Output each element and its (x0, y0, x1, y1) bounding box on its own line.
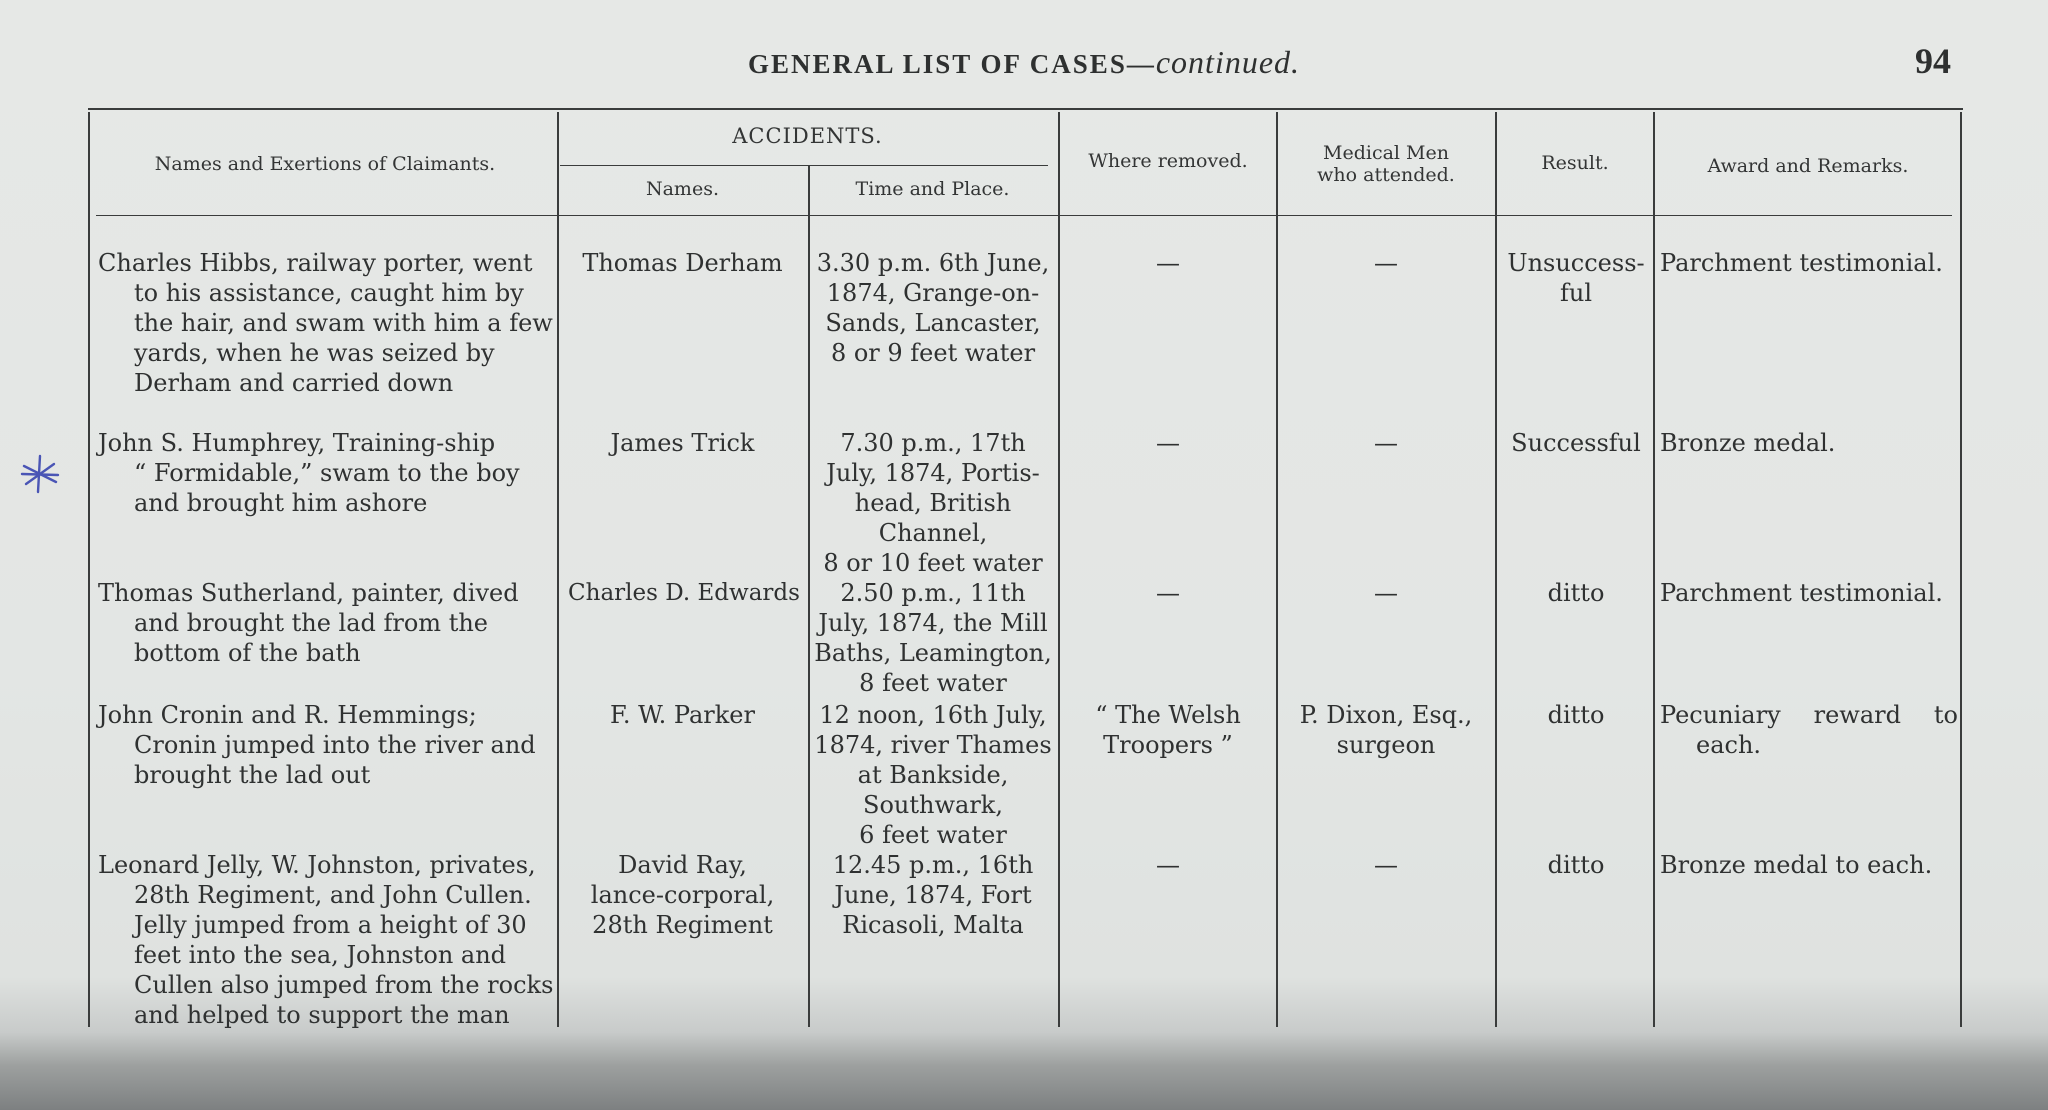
table-row-time-place (808, 578, 1058, 698)
result-line: Unsuccess- (1507, 249, 1645, 277)
header-time-place: Time and Place. (855, 178, 1010, 200)
claim-line: Charles Hibbs, railway porter, went (98, 249, 533, 277)
table-row-award: Parchment testimonial. (1660, 249, 1943, 277)
col-rule (1058, 112, 1060, 1027)
claim-line: Cullen also jumped from the rocks (134, 971, 554, 999)
table-row-result: ditto (1547, 579, 1605, 607)
table-row-claimant (98, 428, 554, 518)
header-where-removed: Where removed. (1088, 150, 1248, 172)
table-row-claimant (98, 850, 554, 1030)
table-row-award: Bronze medal. (1660, 429, 1836, 457)
time-line: July, 1874, Portis- (826, 459, 1040, 487)
header-bottom-rule (96, 215, 1952, 216)
claim-line: brought the lad out (134, 761, 371, 789)
claim-line: “ Formidable,” swam to the boy (134, 459, 520, 487)
table-row-award: Bronze medal to each. (1660, 851, 1933, 879)
time-line: June, 1874, Fort (834, 881, 1032, 909)
claim-line: and brought him ashore (134, 489, 428, 517)
table-row-claimant (98, 700, 554, 790)
time-line: 8 feet water (859, 669, 1007, 697)
header-accidents: ACCIDENTS. (732, 124, 883, 148)
time-line: 7.30 p.m., 17th (840, 429, 1026, 457)
claim-line: Derham and carried down (134, 369, 454, 397)
table-row-time-place (808, 700, 1058, 850)
col-rule (1276, 112, 1278, 1027)
col-rule (1495, 112, 1497, 1027)
asterisk-pen-mark-icon (18, 452, 62, 496)
name-line: lance-corporal, (590, 881, 775, 909)
page-title (0, 44, 2048, 81)
where-line: “ The Welsh (1095, 701, 1241, 729)
table-row-time-place (808, 850, 1058, 940)
accidents-sub-rule (560, 165, 1048, 166)
col-rule (88, 112, 90, 1027)
table-row-claimant (98, 578, 554, 668)
table-row-medical: — (1374, 429, 1398, 457)
claim-line: yards, when he was seized by (134, 339, 495, 367)
table-row-time-place (808, 248, 1058, 368)
time-line: Channel, (878, 519, 988, 547)
time-line: 2.50 p.m., 11th (840, 579, 1026, 607)
time-line: at Bankside, (857, 761, 1009, 789)
name-line: 28th Regiment (592, 911, 773, 939)
medical-line: surgeon (1336, 731, 1436, 759)
table-row-accident-name: James Trick (610, 429, 755, 457)
claim-line: John S. Humphrey, Training-ship (98, 429, 496, 457)
table-row-where: — (1156, 579, 1180, 607)
claim-line: Cronin jumped into the river and (134, 731, 536, 759)
claim-line: feet into the sea, Johnston and (134, 941, 507, 969)
table-row-where: — (1156, 429, 1180, 457)
time-line: Sands, Lancaster, (825, 309, 1041, 337)
table-row-result: ditto (1547, 701, 1605, 729)
table-row-medical: — (1374, 851, 1398, 879)
time-line: 8 or 10 feet water (823, 549, 1043, 577)
claim-line: 28th Regiment, and John Cullen. (134, 881, 532, 909)
table-row-award (1660, 700, 1958, 760)
header-medical-line: who attended. (1317, 164, 1455, 186)
table-row-claimant (98, 248, 554, 398)
table-row-where (1062, 700, 1274, 760)
header-medical-men (1280, 142, 1492, 186)
header-award: Award and Remarks. (1707, 155, 1909, 177)
result-line: ful (1559, 279, 1592, 307)
table-row-accident-name: F. W. Parker (610, 701, 755, 729)
time-line: Southwark, (863, 791, 1003, 819)
award-line: Pecuniary reward to (1660, 701, 1958, 729)
table-row-medical: — (1374, 579, 1398, 607)
table-row-result (1498, 248, 1654, 308)
header-medical-line: Medical Men (1323, 142, 1449, 164)
time-line: July, 1874, the Mill (818, 609, 1048, 637)
table-row-time-place (808, 428, 1058, 578)
table-row-medical (1280, 700, 1492, 760)
claim-line: and brought the lad from the (134, 609, 488, 637)
table-row-medical: — (1374, 249, 1398, 277)
time-line: 3.30 p.m. 6th June, (816, 249, 1050, 277)
time-line: head, British (854, 489, 1012, 517)
title-main: GENERAL LIST OF CASES— (747, 49, 1156, 79)
claim-line: John Cronin and R. Hemmings; (98, 701, 477, 729)
claim-line: the hair, and swam with him a few (134, 309, 553, 337)
claim-line: bottom of the bath (134, 639, 361, 667)
col-rule (1960, 112, 1962, 1027)
page-number: 94 (1915, 41, 1951, 81)
table-row-award: Parchment testimonial. (1660, 579, 1943, 607)
time-line: 12.45 p.m., 16th (832, 851, 1034, 879)
table-row-accident-name: Charles D. Edwards (568, 580, 800, 606)
header-result: Result. (1541, 152, 1609, 174)
table-row-where: — (1156, 249, 1180, 277)
claim-line: Jelly jumped from a height of 30 (134, 911, 527, 939)
name-line: David Ray, (618, 851, 747, 879)
table-row-result: ditto (1547, 851, 1605, 879)
time-line: 1874, river Thames (814, 731, 1052, 759)
table-row-where: — (1156, 851, 1180, 879)
time-line: 12 noon, 16th July, (819, 701, 1047, 729)
claim-line: Leonard Jelly, W. Johnston, privates, (98, 851, 536, 879)
time-line: 6 feet water (859, 821, 1007, 849)
time-line: 1874, Grange-on- (826, 279, 1040, 307)
time-line: Baths, Leamington, (814, 639, 1052, 667)
award-line: each. (1696, 731, 1762, 759)
title-continued: continued. (1155, 44, 1301, 80)
table-row-accident-name: Thomas Derham (582, 249, 783, 277)
time-line: 8 or 9 feet water (830, 339, 1036, 367)
header-accident-names: Names. (645, 178, 719, 200)
table-row-result: Successful (1511, 429, 1641, 457)
header-claimants: Names and Exertions of Claimants. (154, 153, 496, 175)
claim-line: Thomas Sutherland, painter, dived (98, 579, 519, 607)
table-row-accident-name (560, 850, 805, 940)
time-line: Ricasoli, Malta (842, 911, 1024, 939)
claim-line: to his assistance, caught him by (134, 279, 524, 307)
where-line: Troopers ” (1103, 731, 1233, 759)
col-rule (557, 112, 559, 1027)
claim-line: and helped to support the man (134, 1001, 510, 1029)
medical-line: P. Dixon, Esq., (1299, 701, 1473, 729)
